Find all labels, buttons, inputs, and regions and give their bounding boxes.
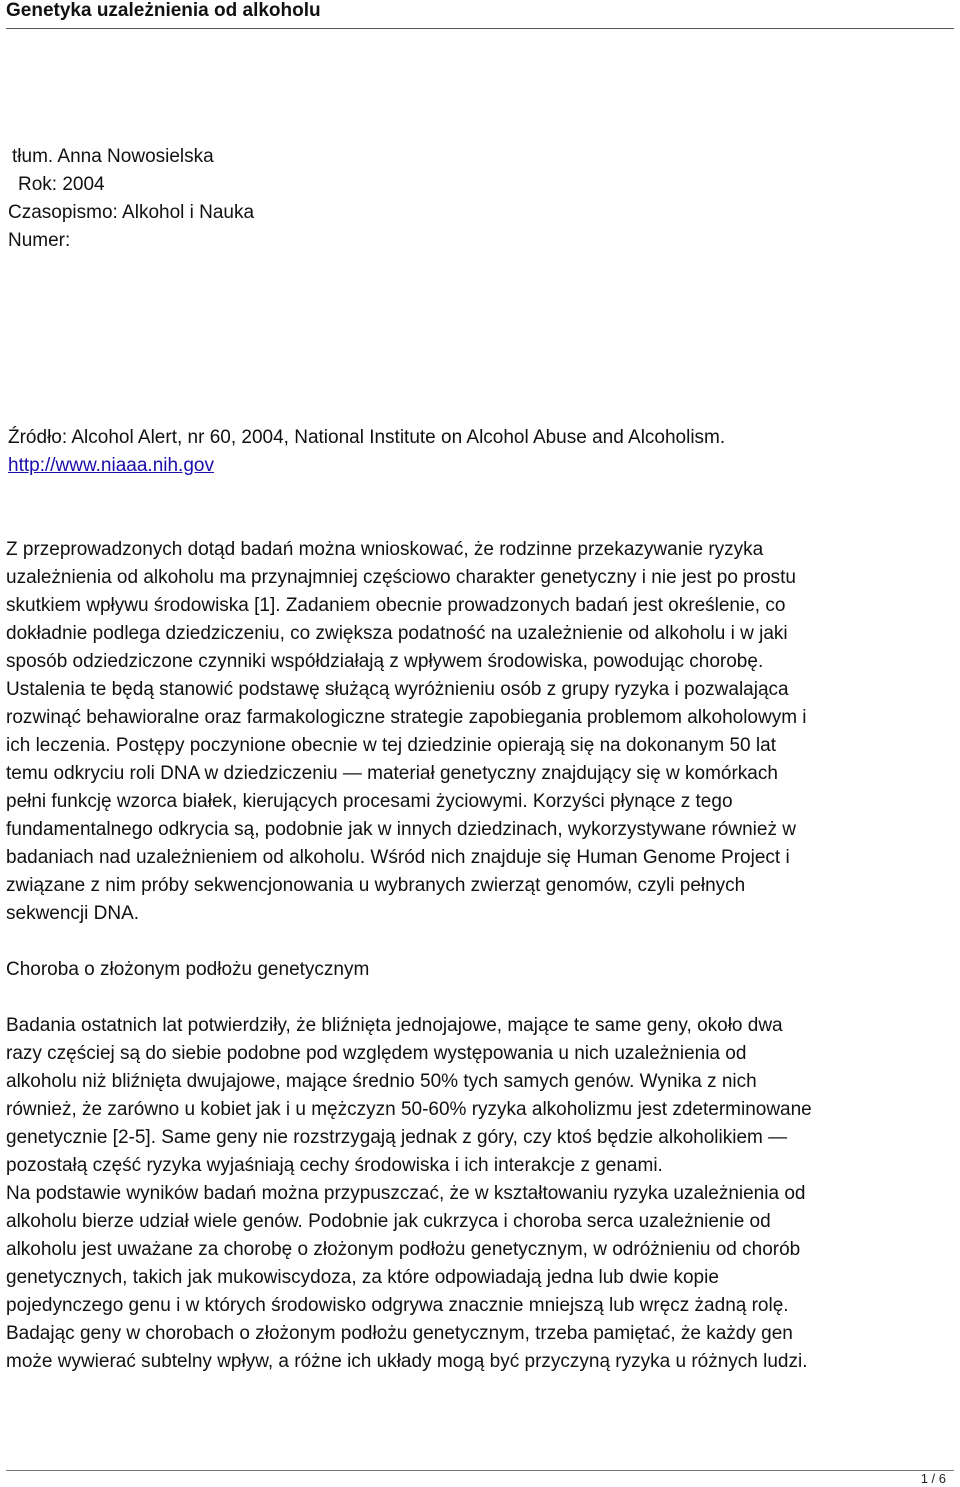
- text-line: badaniach nad uzależnieniem od alkoholu. Wśród nich znajduje się Human Genome Project i: [6, 847, 790, 868]
- source-info: [8, 424, 954, 480]
- text-line: alkoholu niż bliźnięta dwujajowe, mające średnio 50% tych samych genów. Wynika z nich: [6, 1071, 757, 1092]
- text-line: Na podstawie wyników badań można przypuszczać, że w kształtowaniu ryzyka uzależnienia od: [6, 1183, 806, 1204]
- text-line: uzależnienia od alkoholu ma przynajmniej częściowo charakter genetyczny i nie jest po prostu: [6, 567, 796, 588]
- text-line: Ustalenia te będą stanowić podstawę służącą wyróżnieniu osób z grupy ryzyka i pozwalająca: [6, 679, 789, 700]
- text-line: alkoholu jest uważane za chorobę o złożonym podłożu genetycznym, w odróżnieniu od chorób: [6, 1239, 801, 1260]
- issue: Numer:: [8, 230, 71, 251]
- paragraph-complex-disease: [6, 1012, 954, 1376]
- text-line: fundamentalnego odkrycia są, podobnie jak w innych dziedzinach, wykorzystywane również w: [6, 819, 796, 840]
- text-line: ich leczenia. Postępy poczynione obecnie w tej dziedzinie opierają się na dokonanym 50 lat: [6, 735, 776, 756]
- page-number: 1 / 6: [920, 1471, 946, 1486]
- text-line: Z przeprowadzonych dotąd badań można wnioskować, że rodzinne przekazywanie ryzyka: [6, 539, 764, 560]
- source-text: Źródło: Alcohol Alert, nr 60, 2004, National Institute on Alcohol Abuse and Alcoholism.: [8, 427, 726, 448]
- text-line: sposób odziedziczone czynniki współdziałają z wpływem środowiska, powodując chorobę.: [6, 651, 764, 672]
- document-header: [6, 0, 954, 29]
- text-line: dokładnie podlega dziedziczeniu, co zwiększa podatność na uzależnienie od alkoholu i w jaki: [6, 623, 788, 644]
- article-meta: [8, 143, 954, 255]
- journal: Czasopismo: Alkohol i Nauka: [8, 202, 255, 223]
- translator: tłum. Anna Nowosielska: [12, 146, 214, 167]
- text-line: skutkiem wpływu środowiska [1]. Zadaniem obecnie prowadzonych badań jest określenie, co: [6, 595, 786, 616]
- section-heading: Choroba o złożonym podłożu genetycznym: [6, 959, 370, 980]
- text-line: może wywierać subtelny wpływ, a różne ich układy mogą być przyczyną ryzyka u różnych ludzi.: [6, 1351, 808, 1372]
- text-line: genetycznie [2-5]. Same geny nie rozstrzygają jednak z góry, czy ktoś będzie alkoholikiem —: [6, 1127, 788, 1148]
- text-line: alkoholu bierze udział wiele genów. Podobnie jak cukrzyca i choroba serca uzależnienie od: [6, 1211, 771, 1232]
- document-title: Genetyka uzależnienia od alkoholu: [6, 0, 321, 21]
- text-line: Badając geny w chorobach o złożonym podłożu genetycznym, trzeba pamiętać, że każdy gen: [6, 1323, 793, 1344]
- text-line: sekwencji DNA.: [6, 903, 140, 924]
- text-line: pojedynczego genu i w których środowisko odgrywa znacznie mniejszą lub wręcz żadną rolę.: [6, 1295, 789, 1316]
- year: Rok: 2004: [18, 174, 105, 195]
- source-link[interactable]: http://www.niaaa.nih.gov: [8, 455, 214, 476]
- paragraph-intro: [6, 536, 954, 928]
- text-line: pozostałą część ryzyka wyjaśniają cechy środowiska i ich interakcje z genami.: [6, 1155, 663, 1176]
- text-line: Badania ostatnich lat potwierdziły, że bliźnięta jednojajowe, mające te same geny, około dwa: [6, 1015, 783, 1036]
- text-line: temu odkryciu roli DNA w dziedziczeniu — materiał genetyczny znajdujący się w komórkach: [6, 763, 778, 784]
- text-line: rozwinąć behawioralne oraz farmakologiczne strategie zapobiegania problemom alkoholowym i: [6, 707, 807, 728]
- text-line: razy częściej są do siebie podobne pod względem występowania u nich uzależnienia od: [6, 1043, 747, 1064]
- text-line: również, że zarówno u kobiet jak i u mężczyzn 50-60% ryzyka alkoholizmu jest zdeterminowane: [6, 1099, 812, 1120]
- text-line: związane z nim próby sekwencjonowania u wybranych zwierząt genomów, czyli pełnych: [6, 875, 746, 896]
- text-line: genetycznych, takich jak mukowiscydoza, za które odpowiadają jedna lub dwie kopie: [6, 1267, 719, 1288]
- footer-rule: [6, 1470, 954, 1471]
- text-line: pełni funkcję wzorca białek, kierujących procesami życiowymi. Korzyści płynące z tego: [6, 791, 733, 812]
